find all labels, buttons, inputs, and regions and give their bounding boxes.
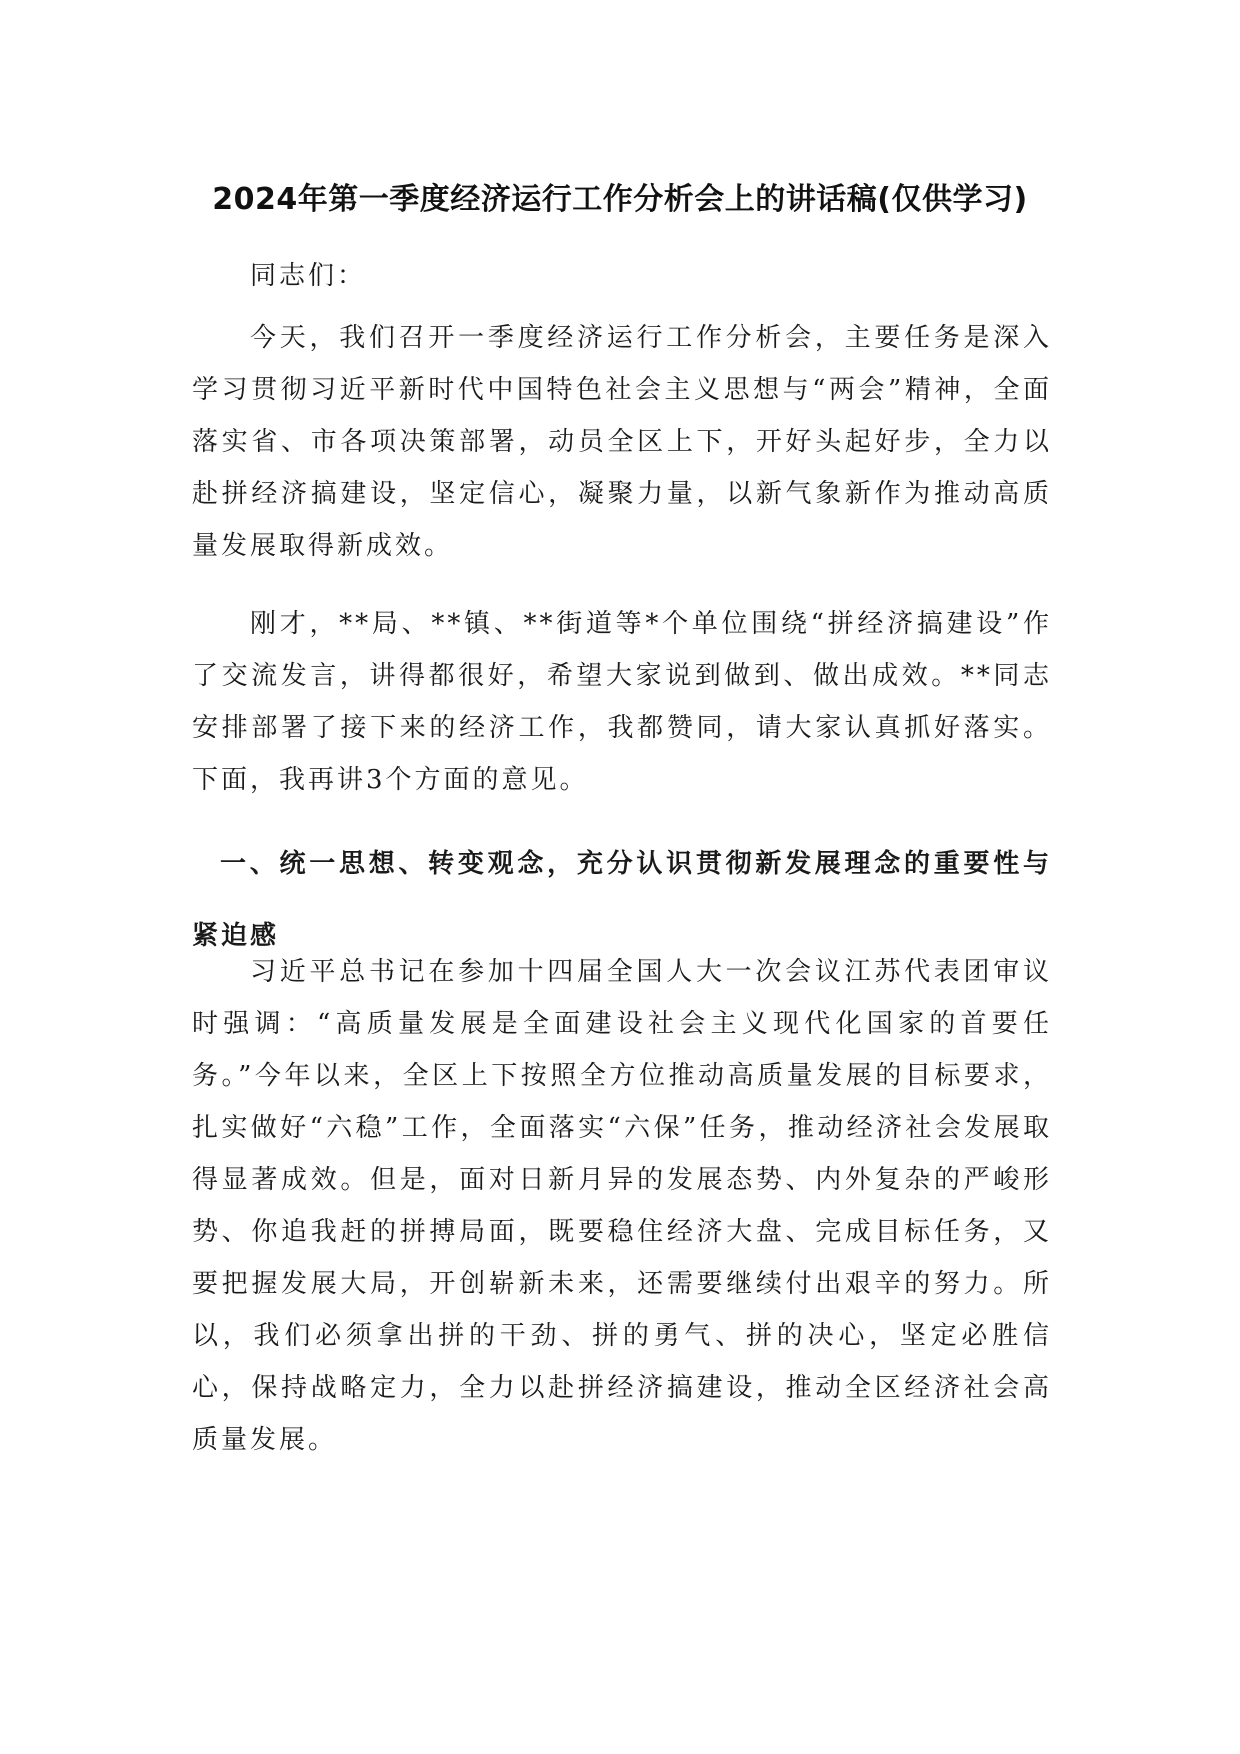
- section-heading: 一、统一思想、转变观念，充分认识贯彻新发展理念的重要性与紧迫感: [192, 849, 1052, 951]
- paragraph-opening: 今天，我们召开一季度经济运行工作分析会，主要任务是深入学习贯彻习近平新时代中国特色社会主义思想与“两会”精神，全面落实省、市各项决策部署，动员全区上下，开好头起好步，全力以赴拼经济搞建设，坚定信心，凝聚力量，以新气象新作为推动高质量发展取得新成效。: [192, 323, 1052, 561]
- document-title: 2024年第一季度经济运行工作分析会上的讲话稿(仅供学习): [212, 182, 1028, 217]
- paragraph-remarks: 刚才，**局、**镇、**街道等*个单位围绕“拼经济搞建设”作了交流发言，讲得都很好，希望大家说到做到、做出成效。**同志安排部署了接下来的经济工作，我都赞同，请大家认真抓好落实。下面，我再讲3个方面的意见。: [192, 609, 1052, 795]
- greeting: 同志们：: [250, 261, 367, 291]
- section-paragraph: 习近平总书记在参加十四届全国人大一次会议江苏代表团审议时强调：“高质量发展是全面建设社会主义现代化国家的首要任务。”今年以来，全区上下按照全方位推动高质量发展的目标要求，扎实做好“六稳”工作，全面落实“六保”任务，推动经济社会发展取得显著成效。但是，面对日新月异的发展态势、内外复杂的严峻形势、你追我赶的拼搏局面，既要稳住经济大盘、完成目标任务，又要把握发展大局，开创崭新未来，还需要继续付出艰辛的努力。所以，我们必须拿出拼的干劲、拼的勇气、拼的决心，坚定必胜信心，保持战略定力，全力以赴拼经济搞建设，推动全区经济社会高质量发展。: [192, 957, 1052, 1455]
